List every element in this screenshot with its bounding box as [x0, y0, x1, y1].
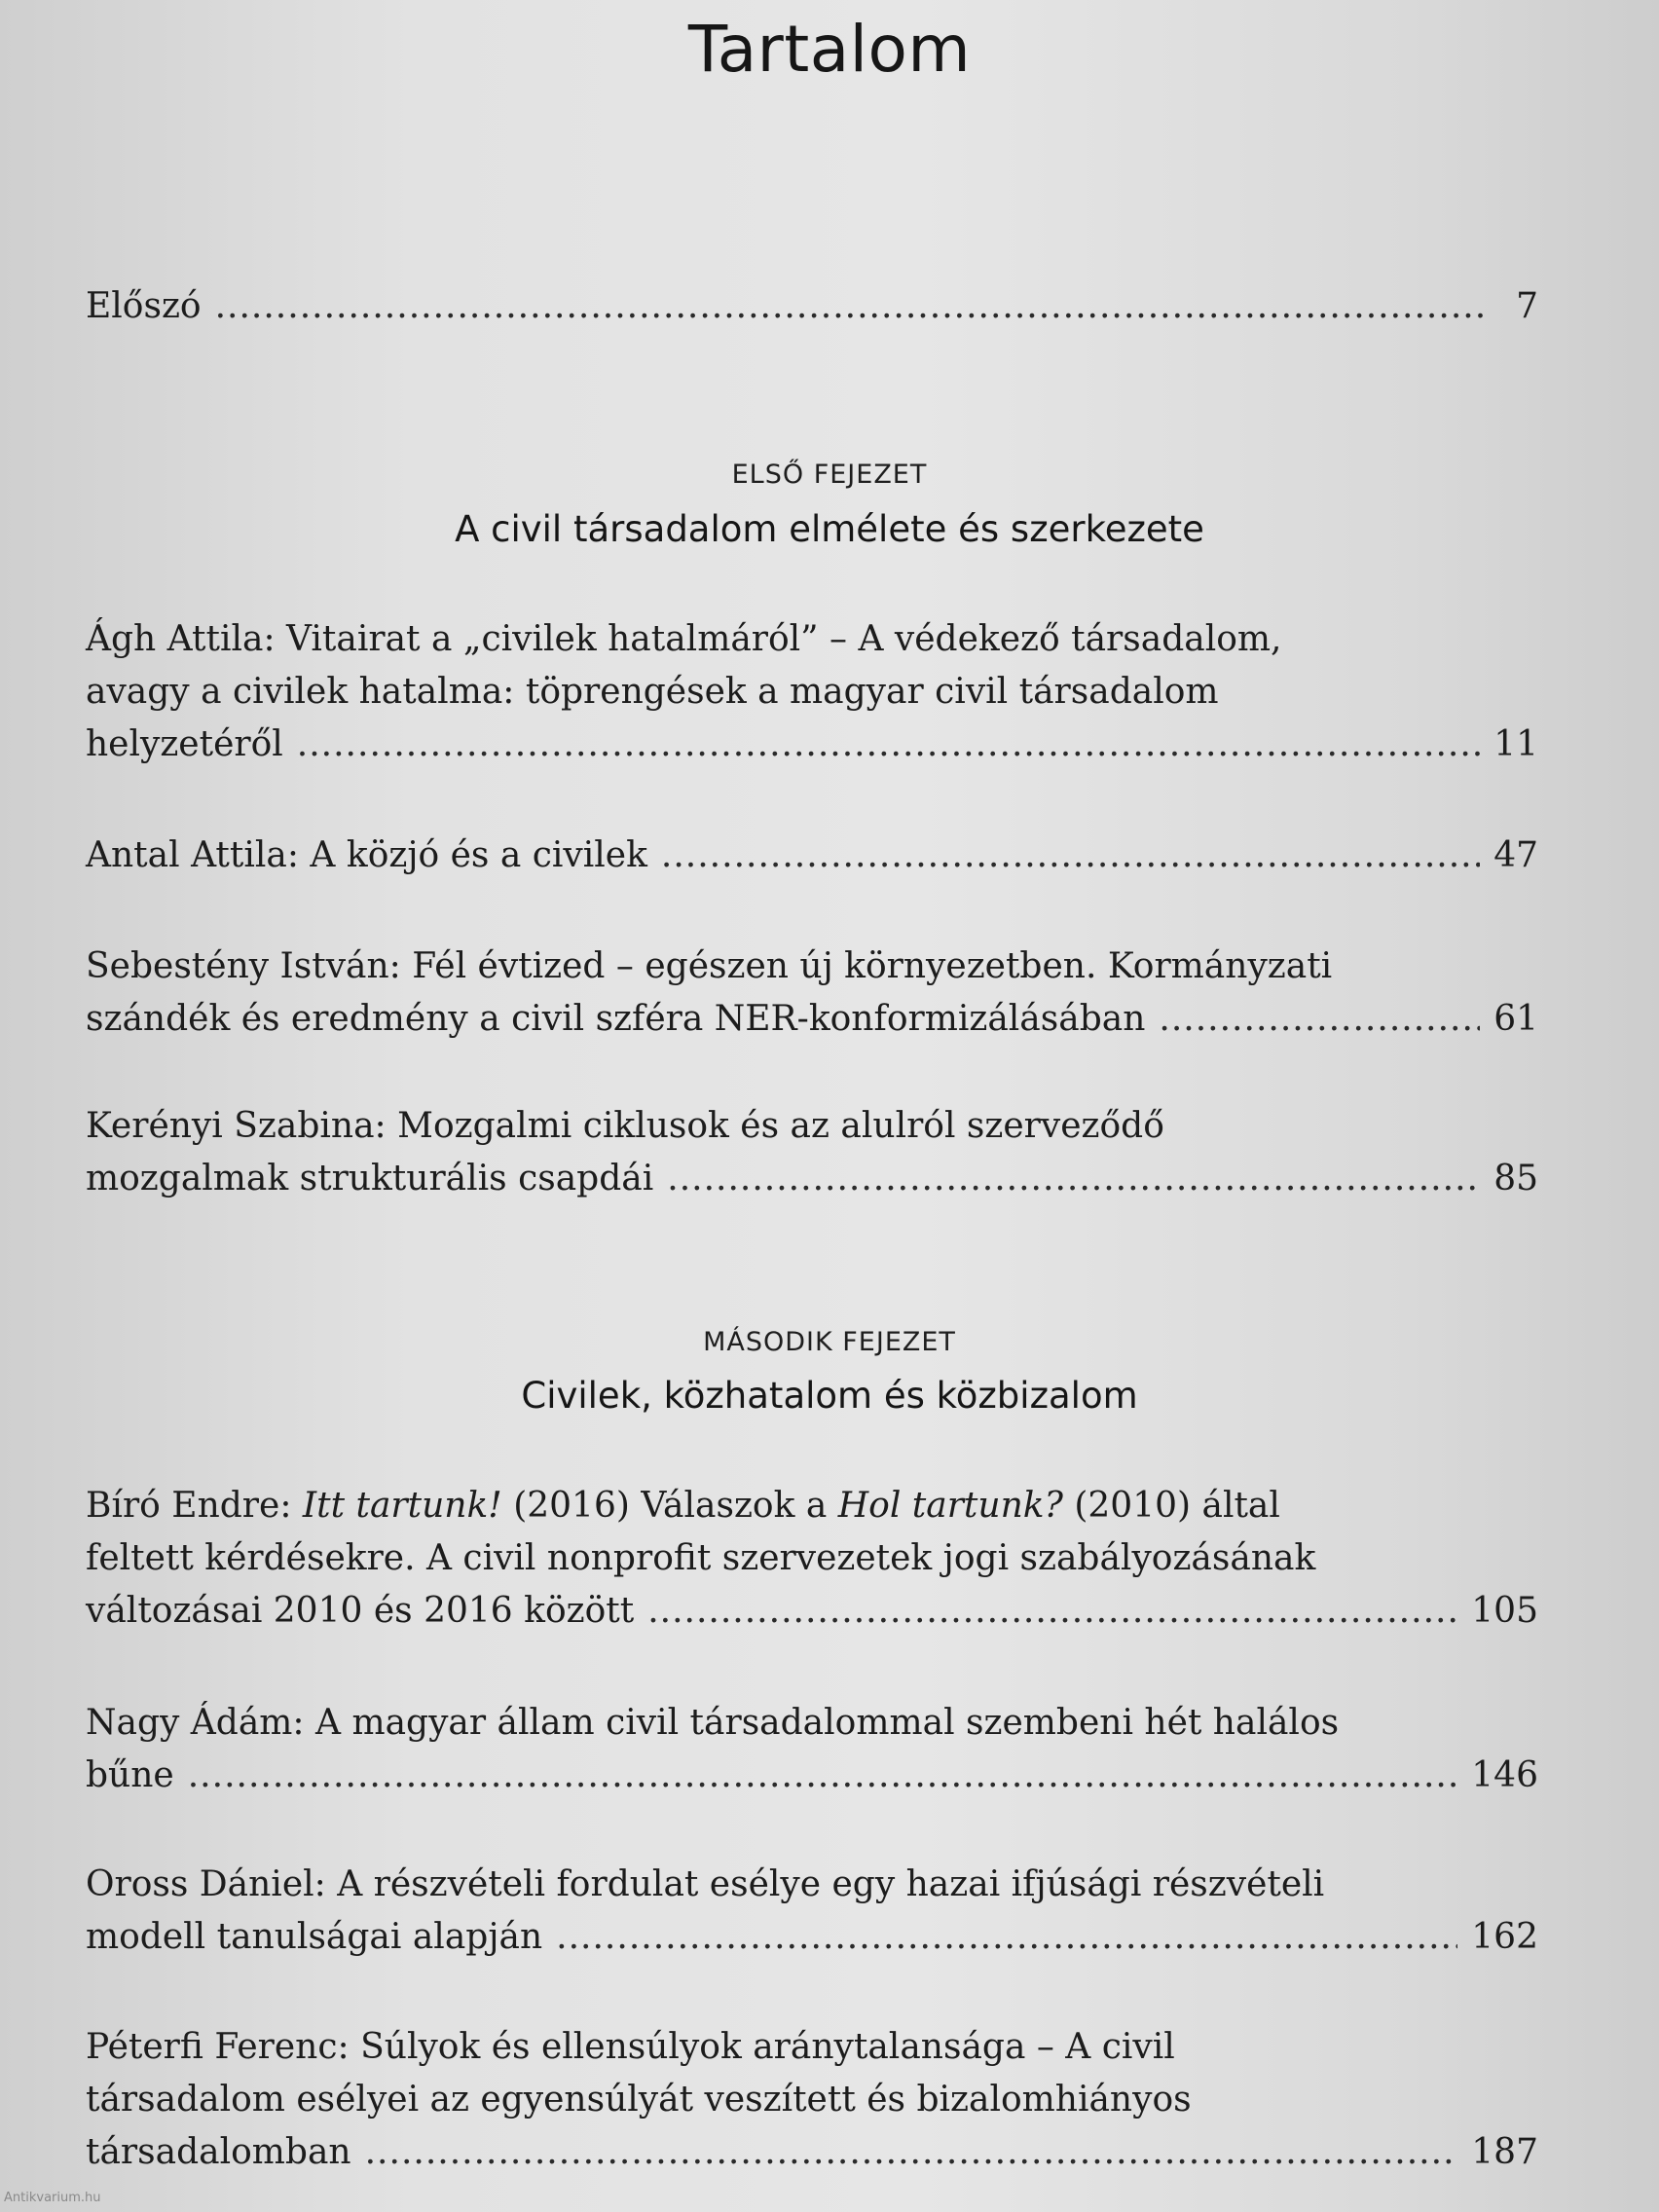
page-number: 7	[1516, 286, 1538, 326]
page-number: 61	[1493, 999, 1538, 1039]
entry-line: helyzetéről	[86, 724, 283, 764]
chapter-title: Civilek, közhatalom és közbizalom	[521, 1375, 1138, 1417]
toc-entry	[86, 613, 1538, 771]
page-number: 47	[1493, 835, 1538, 875]
leader-dots	[1159, 993, 1480, 1046]
chapter-label: MÁSODIK FEJEZET	[703, 1327, 956, 1357]
entry-line: avagy a civilek hatalma: töprengések a magyar civil társadalom	[86, 672, 1219, 712]
toc-entry	[86, 1480, 1538, 1638]
chapter-label: ELSŐ FEJEZET	[731, 460, 928, 490]
leader-dots	[215, 280, 1486, 333]
entry-line: Ágh Attila: Vitairat a „civilek hatalmáról” – A védekező társadalom,	[86, 619, 1282, 659]
leader-dots	[297, 719, 1480, 771]
entry-line: szándék és eredmény a civil szféra NER-konformizálásában	[86, 999, 1146, 1039]
toc-entry	[86, 1697, 1538, 1802]
page-number: 85	[1493, 1159, 1538, 1198]
entry-line: mozgalmak strukturális csapdái	[86, 1159, 654, 1198]
leader-dots	[365, 2126, 1458, 2179]
entry-line: Sebestény István: Fél évtized – egészen új környezetben. Kormányzati	[86, 946, 1333, 986]
page-number: 105	[1471, 1591, 1538, 1631]
leader-dots	[667, 1153, 1480, 1205]
leader-dots	[556, 1911, 1457, 1964]
toc-entry	[86, 1100, 1538, 1205]
toc-entry	[86, 2021, 1538, 2179]
toc-entry	[86, 1859, 1538, 1964]
chapter-title: A civil társadalom elmélete és szerkezete	[455, 508, 1204, 550]
entry-line: társadalom esélyei az egyensúlyát veszített és bizalomhiányos	[86, 2080, 1192, 2120]
entry-line: modell tanulságai alapján	[86, 1917, 543, 1957]
entry-line: feltett kérdésekre. A civil nonprofit szervezetek jogi szabályozásának	[86, 1538, 1316, 1578]
leader-dots	[647, 1585, 1457, 1638]
entry-line: Oross Dániel: A részvételi fordulat esélye egy hazai ifjúsági részvételi	[86, 1864, 1325, 1904]
entry-title: Előszó	[86, 286, 202, 326]
entry-line: társadalomban	[86, 2132, 351, 2172]
entry-line: Antal Attila: A közjó és a civilek	[86, 835, 647, 875]
page-number: 187	[1471, 2132, 1538, 2172]
toc-entry-preface	[86, 280, 1538, 333]
leader-dots	[188, 1750, 1458, 1802]
page-title: Tartalom	[687, 12, 972, 87]
watermark: Antikvarium.hu	[4, 2191, 101, 2205]
entry-line: bűne	[86, 1755, 174, 1795]
italic-title: Hol tartunk?	[837, 1486, 1063, 1526]
entry-line: Péterfi Ferenc: Súlyok és ellensúlyok aránytalansága – A civil	[86, 2027, 1175, 2067]
page-number: 11	[1493, 724, 1538, 764]
entry-line: Kerényi Szabina: Mozgalmi ciklusok és az alulról szerveződő	[86, 1106, 1164, 1146]
leader-dots	[661, 830, 1480, 882]
entry-line: Nagy Ádám: A magyar állam civil társadalommal szembeni hét halálos	[86, 1703, 1340, 1743]
toc-entry	[86, 940, 1538, 1046]
italic-title: Itt tartunk!	[302, 1486, 502, 1526]
page-number: 162	[1471, 1917, 1538, 1957]
entry-line: változásai 2010 és 2016 között	[86, 1591, 635, 1631]
toc-entry	[86, 830, 1538, 882]
page-number: 146	[1471, 1755, 1538, 1795]
entry-line: Bíró Endre: Itt tartunk! (2016) Válaszok a Hol tartunk? (2010) által	[86, 1486, 1280, 1526]
